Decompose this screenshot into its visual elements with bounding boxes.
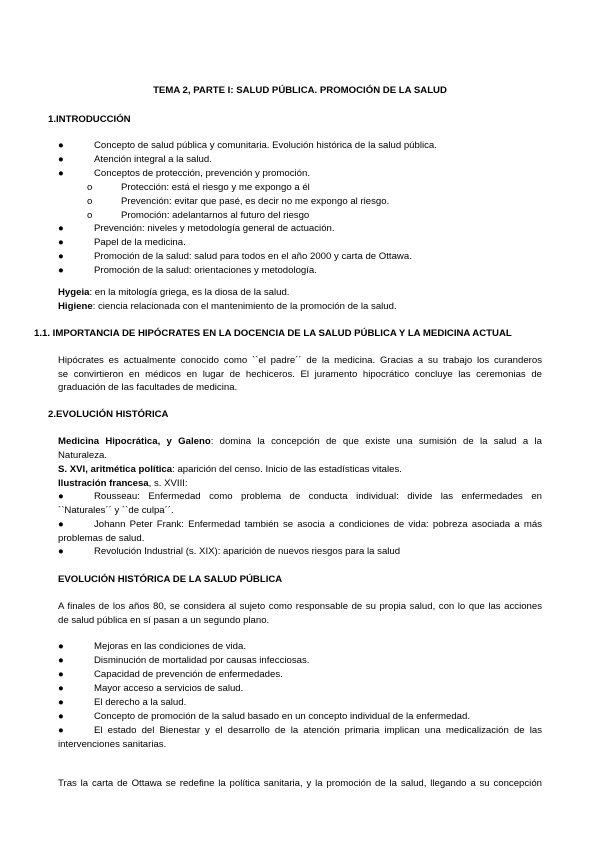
hygeia-definition	[58, 286, 289, 300]
ilustracion-text: , s. XVIII:	[148, 478, 188, 489]
higiene-term: Higiene	[58, 301, 93, 312]
page-title: TEMA 2, PARTE I: SALUD PÚBLICA. PROMOCIÓN DE LA SALUD	[153, 85, 447, 96]
revolucion-text: Revolución Industrial (s. XIX): aparición de nuevos riesgos para la salud	[94, 546, 401, 557]
rousseau-item	[58, 490, 542, 517]
bullet-icon: ●	[58, 655, 64, 666]
list-item: Papel de la medicina.	[94, 237, 186, 248]
frank-text: Johann Peter Frank: Enfermedad también se asocia a condiciones de vida: pobreza asociada a más	[94, 519, 542, 530]
rousseau-text-cont: ``Naturales´´ y ``de culpa´´.	[58, 504, 174, 516]
section-heading-salud-publica: EVOLUCIÓN HISTÓRICA DE LA SALUD PÚBLICA	[58, 574, 283, 585]
ilustracion-line	[58, 477, 188, 491]
bullet-icon: ●	[58, 154, 64, 165]
higiene-text: : ciencia relacionada con el mantenimiento de la promoción de la salud.	[92, 301, 397, 312]
siglo-xvi-line	[58, 463, 402, 477]
list-item: Mejoras en las condiciones de vida.	[94, 641, 246, 652]
rousseau-text: Rousseau: Enfermedad como problema de conducta individual: divide las enfermedades en	[94, 491, 542, 502]
bullet-icon: ●	[58, 491, 64, 502]
list-item: Mayor acceso a servicios de salud.	[94, 683, 244, 694]
medicina-text: : domina la concepción de que existe una sumisión de la salud a la	[210, 436, 542, 447]
bullet-icon: ●	[58, 669, 64, 680]
ottawa-paragraph	[58, 777, 542, 791]
medicina-term: Medicina Hipocrática, y Galeno	[58, 436, 211, 447]
paragraph-line: se convirtieron en médicos en lugar de hechiceros. El juramento hipocrático concluye las ceremonias de	[58, 368, 542, 380]
hygeia-text: : en la mitología griega, es la diosa de la salud.	[89, 287, 290, 298]
paragraph-line: Hipócrates es actualmente conocido como ``el padre´´ de la medicina. Gracias a su trabajo los curanderos	[58, 355, 542, 366]
bullet-icon: ●	[58, 251, 64, 262]
paragraph-line: graduación de las facultades de medicina.	[58, 382, 238, 394]
bienestar-text-cont: intervenciones sanitarias.	[58, 738, 167, 750]
subbullet-icon: o	[87, 182, 93, 193]
subbullet-icon: o	[87, 210, 93, 221]
sub-list-item: Prevención: evitar que pasé, es decir no me expongo al riesgo.	[121, 196, 390, 207]
section-heading-hipocrates: 1.1. IMPORTANCIA DE HIPÓCRATES EN LA DOCENCIA DE LA SALUD PÚBLICA Y LA MEDICINA ACTUAL	[34, 328, 512, 339]
xvi-text: : aparición del censo. Inicio de las estadísticas vitales.	[172, 464, 402, 475]
list-item: Promoción de la salud: orientaciones y metodología.	[94, 265, 317, 276]
list-item: Disminución de mortalidad por causas infecciosas.	[94, 655, 310, 666]
list-item: Promoción de la salud: salud para todos en el año 2000 y carta de Ottawa.	[94, 251, 412, 262]
bullet-icon: ●	[58, 519, 64, 530]
frank-item	[58, 518, 542, 545]
bienestar-text: El estado del Bienestar y el desarrollo de la atención primaria implican una medicalización de las	[94, 725, 542, 736]
frank-text-cont: problemas de salud.	[58, 532, 145, 544]
list-item: Concepto de promoción de la salud basado en un concepto individual de la enfermedad.	[94, 711, 471, 722]
bullet-icon: ●	[58, 168, 64, 179]
medicina-text-cont: Naturaleza.	[58, 449, 108, 461]
paragraph-line: A finales de los años 80, se considera al sujeto como responsable de su propia salud, con lo que las acciones	[58, 601, 542, 612]
bullet-icon: ●	[58, 237, 64, 248]
sub-list-item: Promoción: adelantarnos al futuro del riesgo	[121, 210, 310, 221]
bullet-icon: ●	[58, 265, 64, 276]
medicina-hipocratica-paragraph	[58, 435, 542, 462]
xvi-term: S. XVI, aritmética política	[58, 464, 173, 475]
list-item: Conceptos de protección, prevención y promoción.	[94, 168, 310, 179]
list-item: El derecho a la salud.	[94, 697, 187, 708]
hygeia-term: Hygeia	[58, 287, 90, 298]
paragraph-line: Tras la carta de Ottawa se redefine la política sanitaria, y la promoción de la salud, llegando a su concepción	[58, 778, 542, 789]
salud-publica-intro	[58, 600, 542, 627]
sub-list-item: Protección: está el riesgo y me expongo a él	[121, 182, 310, 193]
revolucion-item	[58, 545, 400, 559]
bullet-icon: ●	[58, 641, 64, 652]
section-heading-evolucion: 2.EVOLUCIÓN HISTÓRICA	[48, 409, 169, 420]
bienestar-item	[58, 724, 542, 751]
list-item: Atención integral a la salud.	[94, 154, 212, 165]
bullet-icon: ●	[58, 683, 64, 694]
bullet-icon: ●	[58, 697, 64, 708]
list-item: Concepto de salud pública y comunitaria. Evolución histórica de la salud pública.	[94, 140, 437, 151]
bullet-icon: ●	[58, 711, 64, 722]
hipocrates-paragraph	[58, 354, 542, 395]
list-item: Capacidad de prevención de enfermedades.	[94, 669, 283, 680]
higiene-definition	[58, 300, 397, 314]
bullet-icon: ●	[58, 223, 64, 234]
subbullet-icon: o	[87, 196, 93, 207]
section-heading-introduccion: 1.INTRODUCCIÓN	[48, 114, 131, 125]
list-item: Prevención: niveles y metodología general de actuación.	[94, 223, 335, 234]
bullet-icon: ●	[58, 546, 64, 557]
bullet-icon: ●	[58, 725, 64, 736]
paragraph-line: de salud pública en sí pasan a un segundo plano.	[58, 614, 270, 626]
bullet-icon: ●	[58, 140, 64, 151]
ilustracion-term: Ilustración francesa	[58, 478, 149, 489]
